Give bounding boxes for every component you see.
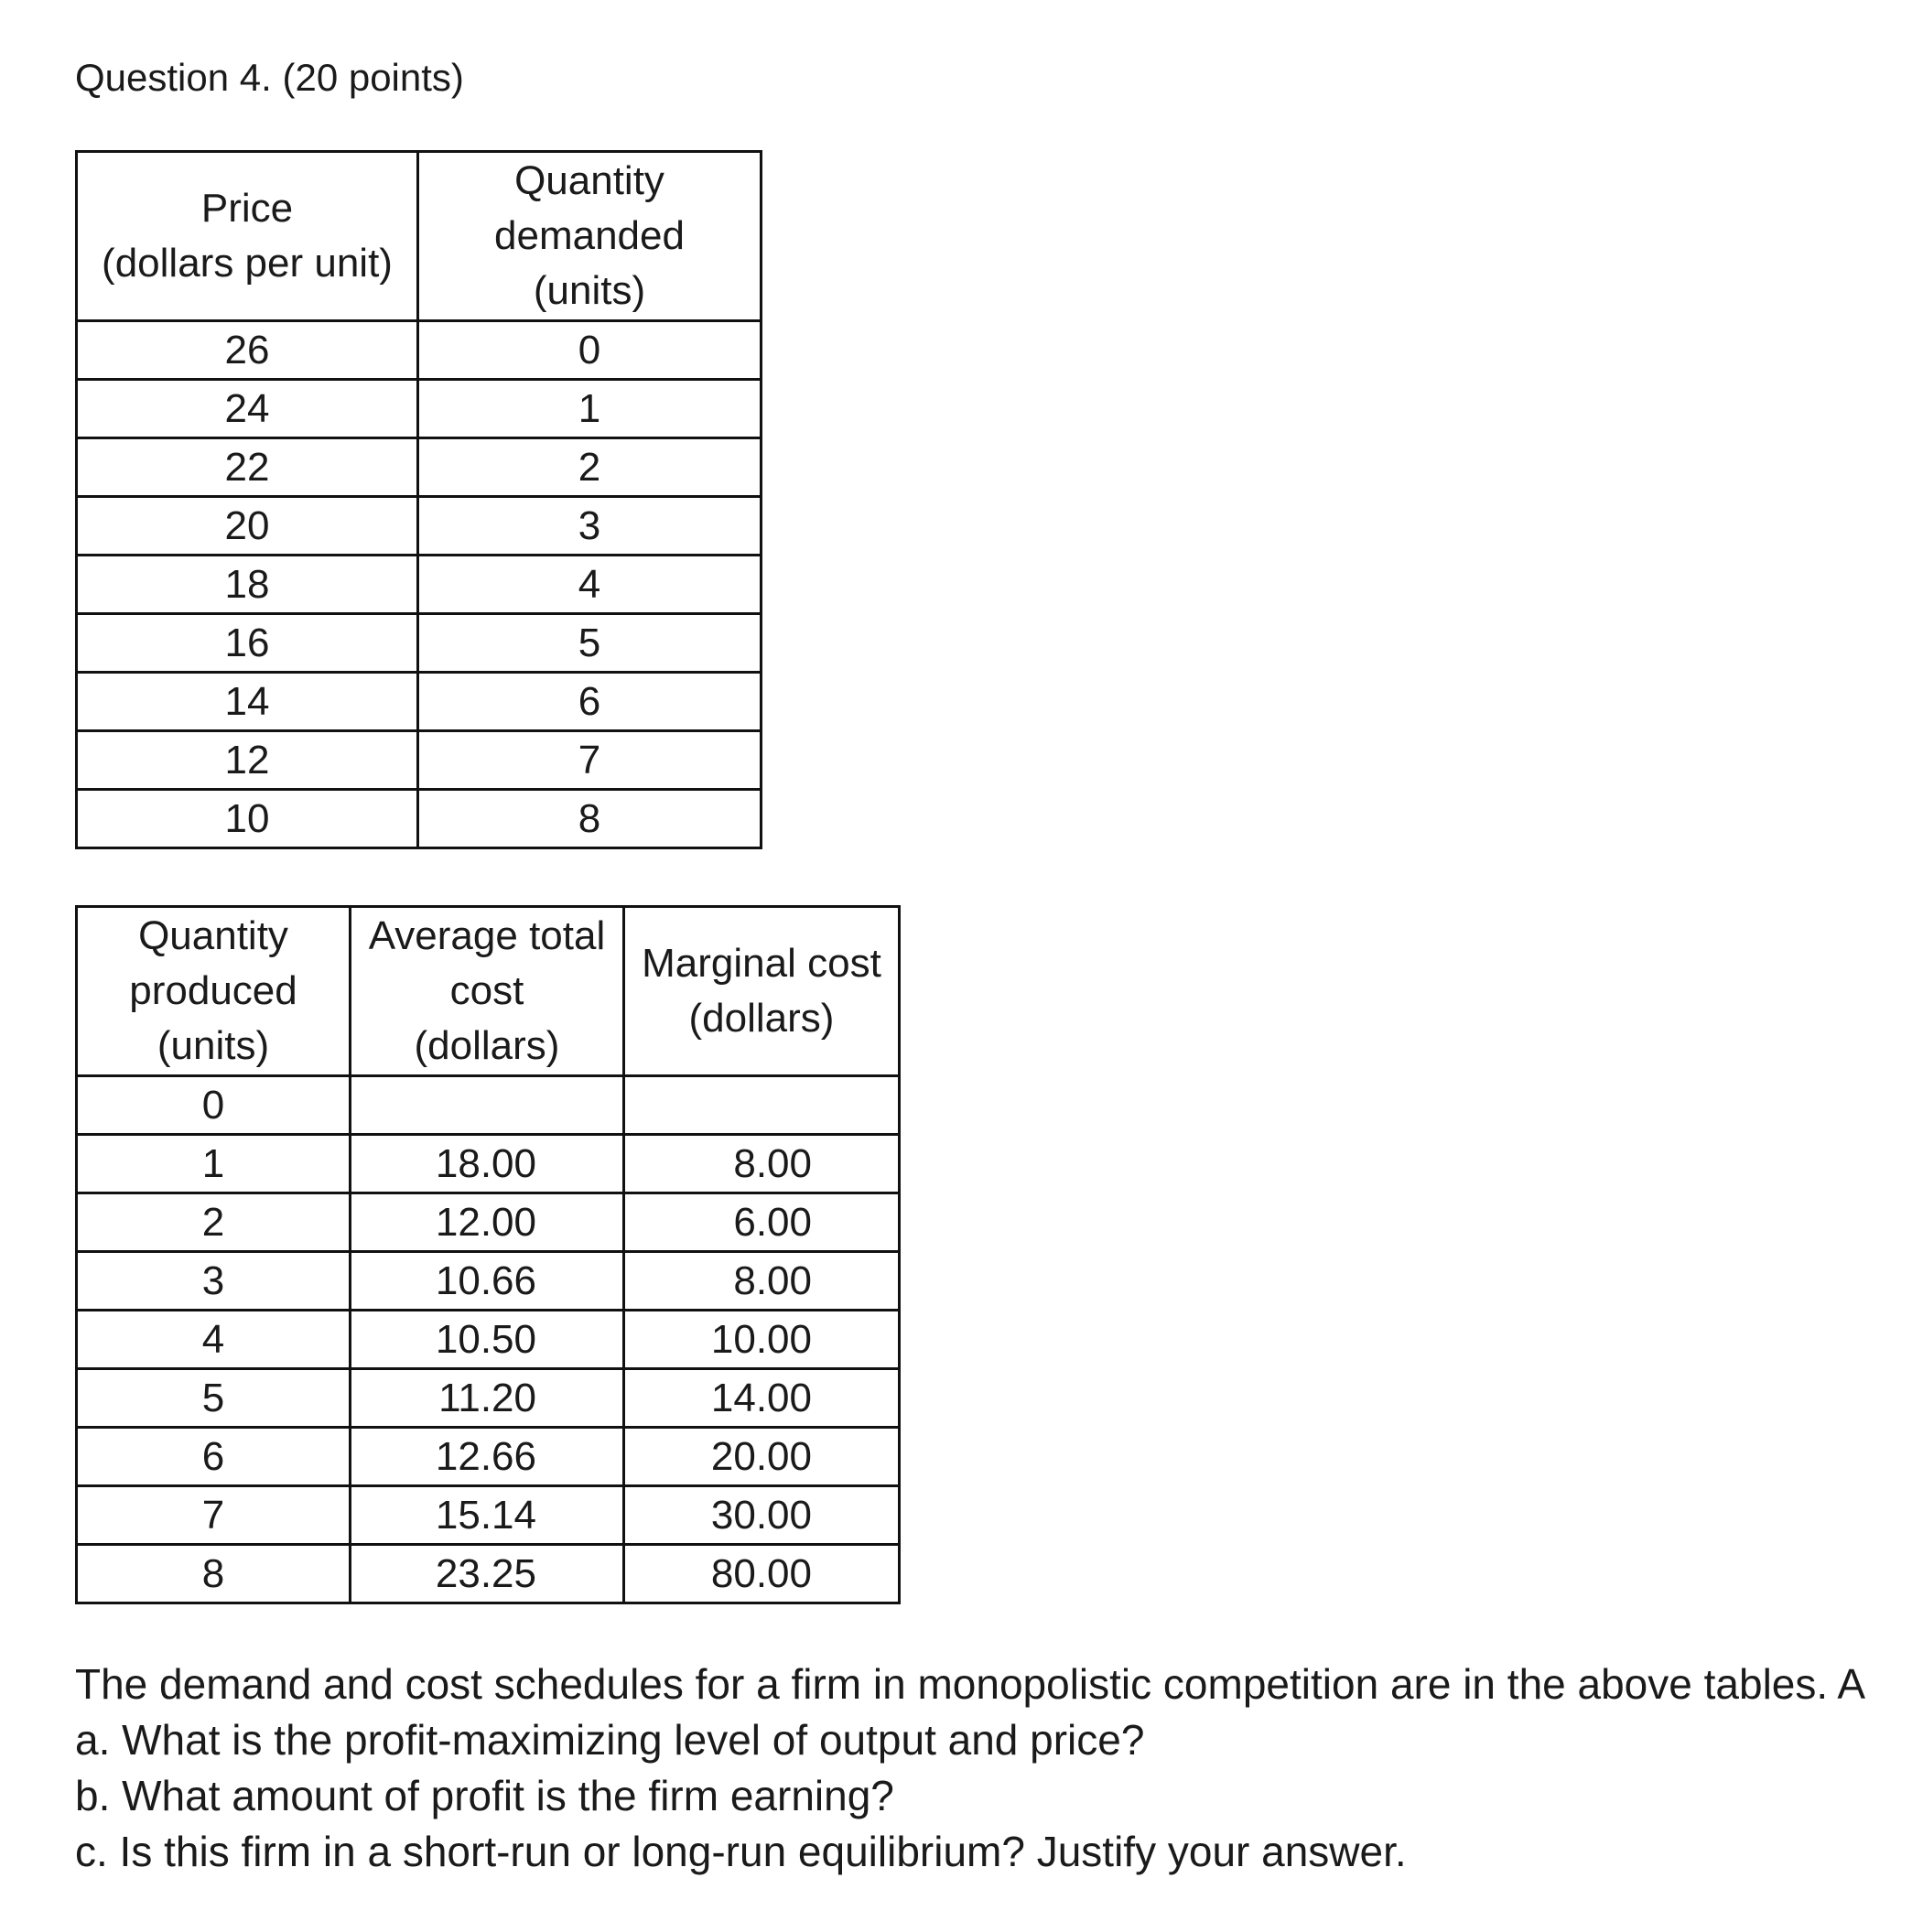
table-row (77, 1369, 900, 1428)
question-text (75, 1657, 1896, 1880)
table-row (77, 731, 762, 790)
mc-cell: 6.00 (624, 1193, 900, 1252)
quantity-cell: 0 (418, 321, 762, 380)
table-row (77, 1486, 900, 1545)
table-row (77, 1252, 900, 1311)
price-column-header: Price (dollars per unit) (77, 152, 418, 321)
table-row (77, 614, 762, 673)
mc-cell: 30.00 (624, 1486, 900, 1545)
table-row (77, 321, 762, 380)
quantity-cell: 6 (418, 673, 762, 731)
atc-cell: 15.14 (351, 1486, 624, 1545)
quantity-cell: 8 (418, 790, 762, 848)
price-cell: 14 (77, 673, 418, 731)
mc-cell: 8.00 (624, 1135, 900, 1193)
quantity-demanded-column-header: Quantity demanded (units) (418, 152, 762, 321)
table-row (77, 556, 762, 614)
cost-schedule-table (75, 905, 901, 1604)
table-row (77, 1193, 900, 1252)
atc-cell: 11.20 (351, 1369, 624, 1428)
mc-cell (624, 1076, 900, 1135)
table-header-row (77, 152, 762, 321)
mc-cell: 10.00 (624, 1311, 900, 1369)
table-row (77, 497, 762, 556)
table-row (77, 1311, 900, 1369)
price-cell: 18 (77, 556, 418, 614)
quantity-cell: 4 (418, 556, 762, 614)
quantity-cell: 1 (418, 380, 762, 438)
quantity-cell: 7 (77, 1486, 351, 1545)
marginal-cost-column-header: Marginal cost (dollars) (624, 907, 900, 1076)
quantity-cell: 5 (77, 1369, 351, 1428)
average-total-cost-column-header: Average total cost (dollars) (351, 907, 624, 1076)
atc-cell: 23.25 (351, 1545, 624, 1603)
table-row (77, 673, 762, 731)
table-row (77, 790, 762, 848)
price-cell: 16 (77, 614, 418, 673)
atc-cell: 18.00 (351, 1135, 624, 1193)
demand-schedule-table (75, 150, 762, 849)
question-intro-line: The demand and cost schedules for a firm in monopolistic competition are in the above tables. A (75, 1660, 1866, 1708)
table-header-row (77, 907, 900, 1076)
mc-cell: 20.00 (624, 1428, 900, 1486)
table-row (77, 380, 762, 438)
quantity-cell: 8 (77, 1545, 351, 1603)
quantity-cell: 1 (77, 1135, 351, 1193)
mc-cell: 80.00 (624, 1545, 900, 1603)
quantity-cell: 5 (418, 614, 762, 673)
atc-cell: 10.66 (351, 1252, 624, 1311)
price-cell: 10 (77, 790, 418, 848)
quantity-cell: 2 (418, 438, 762, 497)
quantity-cell: 4 (77, 1311, 351, 1369)
quantity-cell: 3 (418, 497, 762, 556)
price-cell: 26 (77, 321, 418, 380)
price-cell: 20 (77, 497, 418, 556)
quantity-cell: 2 (77, 1193, 351, 1252)
table-row (77, 1135, 900, 1193)
question-part-a: a. What is the profit-maximizing level of output and price? (75, 1716, 1145, 1764)
atc-cell: 12.00 (351, 1193, 624, 1252)
quantity-cell: 3 (77, 1252, 351, 1311)
price-cell: 22 (77, 438, 418, 497)
quantity-cell: 7 (418, 731, 762, 790)
atc-cell (351, 1076, 624, 1135)
quantity-cell: 6 (77, 1428, 351, 1486)
question-part-b: b. What amount of profit is the firm earning? (75, 1772, 894, 1819)
mc-cell: 14.00 (624, 1369, 900, 1428)
table-row (77, 1076, 900, 1135)
quantity-cell: 0 (77, 1076, 351, 1135)
table-row (77, 1545, 900, 1603)
table-row (77, 438, 762, 497)
atc-cell: 12.66 (351, 1428, 624, 1486)
price-cell: 24 (77, 380, 418, 438)
table-row (77, 1428, 900, 1486)
atc-cell: 10.50 (351, 1311, 624, 1369)
question-part-c: c. Is this firm in a short-run or long-run equilibrium? Justify your answer. (75, 1828, 1407, 1875)
quantity-produced-column-header: Quantity produced (units) (77, 907, 351, 1076)
mc-cell: 8.00 (624, 1252, 900, 1311)
question-title: Question 4. (20 points) (75, 56, 464, 99)
price-cell: 12 (77, 731, 418, 790)
